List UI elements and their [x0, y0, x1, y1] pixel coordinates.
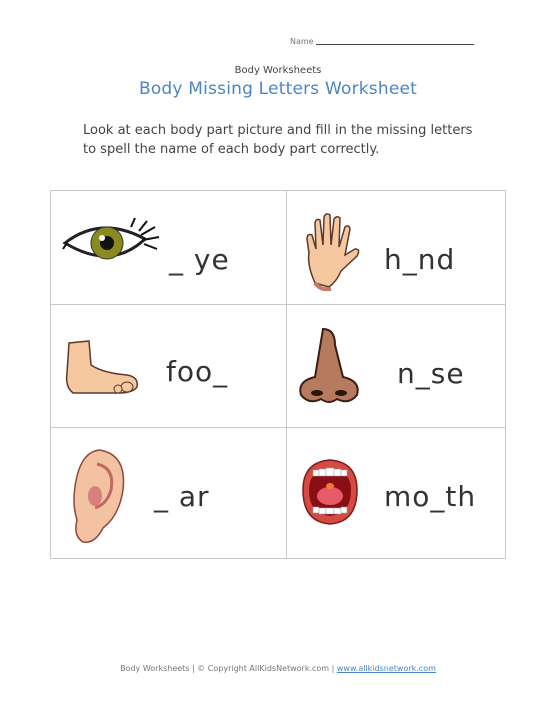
word-mouth: mo_th: [384, 480, 477, 513]
word-ear: _ ar: [154, 480, 210, 513]
footer-text: Body Worksheets | © Copyright AllKidsNetwork.com |: [120, 664, 337, 673]
eye-icon: [61, 213, 161, 273]
instructions: Look at each body part picture and fill in the missing letters to spell the name of each body part correctly.: [83, 123, 473, 157]
worksheet-kicker: Body Worksheets: [234, 65, 322, 76]
cell-foot: [51, 305, 287, 428]
name-line[interactable]: [316, 44, 474, 45]
footer-link[interactable]: www.allkidsnetwork.com: [336, 664, 436, 673]
worksheet-title: Body Missing Letters Worksheet: [138, 79, 418, 99]
worksheet-grid: [50, 190, 506, 559]
word-eye: _ ye: [169, 243, 230, 276]
word-foot: foo_: [166, 355, 229, 388]
word-nose: n_se: [397, 357, 465, 390]
foot-icon: [63, 337, 143, 397]
cell-mouth: [287, 428, 505, 558]
nose-icon: [297, 325, 361, 407]
cell-nose: [287, 305, 505, 428]
cell-hand: [287, 191, 505, 305]
name-label: Name: [290, 37, 314, 46]
hand-icon: [301, 209, 363, 291]
ear-icon: [69, 446, 129, 548]
mouth-icon: [299, 456, 361, 528]
footer: [0, 664, 556, 673]
cell-ear: [51, 428, 287, 558]
word-hand: h_nd: [384, 243, 456, 276]
cell-eye: [51, 191, 287, 305]
